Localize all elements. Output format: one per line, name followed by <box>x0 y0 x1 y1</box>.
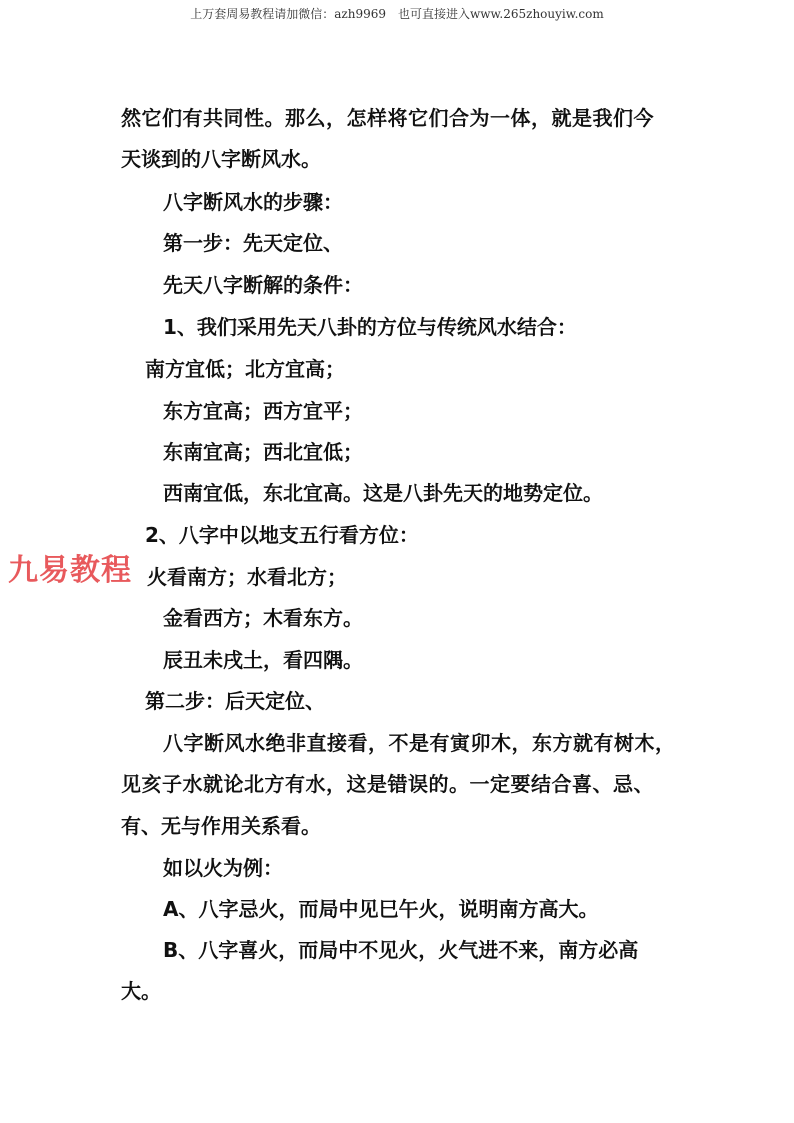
text-line: A、八字忌火，而局中见巳午火，说明南方高大。 <box>163 897 599 921</box>
text-line: 金看西方；木看东方。 <box>163 606 363 630</box>
text-line: 有、无与作用关系看。 <box>121 814 321 838</box>
text-line: 如以火为例： <box>163 856 283 880</box>
text-line: 八字断风水绝非直接看，不是有寅卯木，东方就有树木， <box>163 731 676 755</box>
text-line: 西南宜低，东北宜高。这是八卦先天的地势定位。 <box>163 481 603 505</box>
text-line: 第一步：先天定位、 <box>163 231 343 255</box>
watermark-logo: 九易教程 <box>8 553 132 588</box>
text-line: 先天八字断解的条件： <box>163 273 363 297</box>
text-line: 火看南方；水看北方； <box>147 565 347 589</box>
text-line: 天谈到的八字断风水。 <box>121 147 321 171</box>
text-line: 第二步：后天定位、 <box>145 689 325 713</box>
text-line: 1、我们采用先天八卦的方位与传统风水结合： <box>163 315 577 339</box>
text-line: 辰丑未戌土，看四隅。 <box>163 648 363 672</box>
text-line: 见亥子水就论北方有水，这是错误的。一定要结合喜、忌、 <box>121 772 654 796</box>
text-line: 东南宜高；西北宜低； <box>163 440 363 464</box>
text-line: 大。 <box>121 979 161 1003</box>
page-header: 上万套周易教程请加微信：azh9969 也可直接进入www.265zhouyiw.com <box>190 7 604 21</box>
text-line: 东方宜高；西方宜平； <box>163 399 363 423</box>
text-line: 2、八字中以地支五行看方位： <box>145 523 419 547</box>
text-line: B、八字喜火，而局中不见火，火气进不来，南方必高 <box>163 938 639 962</box>
text-line: 南方宜低；北方宜高； <box>145 357 345 381</box>
text-line: 然它们有共同性。那么，怎样将它们合为一体，就是我们今 <box>121 106 654 130</box>
text-line: 八字断风水的步骤： <box>163 190 343 214</box>
